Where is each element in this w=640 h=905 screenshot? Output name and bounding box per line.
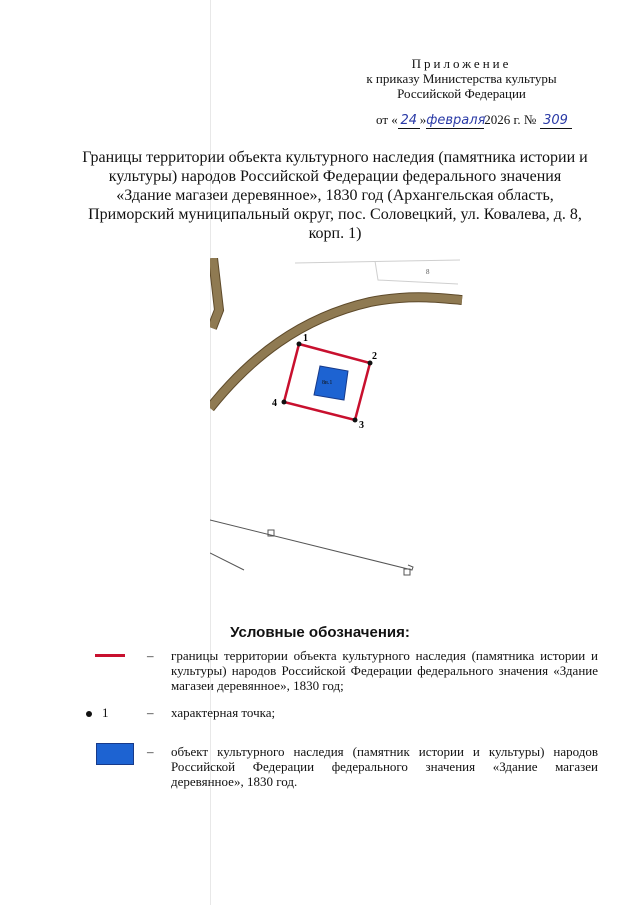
- legend-dash: –: [147, 744, 154, 759]
- map-line-lower-1: [210, 520, 413, 570]
- map-lot-number: 8: [426, 268, 430, 276]
- legend-object-text: объект культурного наследия (памятник истории и культуры) народов Российской Федерации федерального значения «Здание магазеи деревянное», 1830 год.: [171, 744, 598, 789]
- order-day-close: »: [419, 112, 427, 127]
- appendix-block: [300, 56, 623, 101]
- legend-boundary-symbol: [95, 654, 125, 657]
- legend-point-label: 1: [102, 705, 109, 720]
- appendix-line-order: к приказу Министерства культуры: [366, 71, 557, 86]
- legend-point-text: характерная точка;: [171, 705, 276, 720]
- point-4-label: 4: [272, 398, 277, 409]
- map-small-marker: [404, 569, 410, 575]
- point-3-marker: [353, 418, 358, 423]
- point-1-marker: [297, 342, 302, 347]
- legend-boundary-text: границы территории объекта культурного наследия (памятника истории и культуры) народов Российской Федерации федерального значения «Здание магазеи деревянное», 1830 год;: [171, 648, 598, 693]
- order-month: февраля: [426, 113, 486, 128]
- boundary-map: [210, 258, 465, 578]
- map-line-lower-2: [210, 553, 244, 570]
- road-spur-fill: [212, 258, 219, 328]
- order-year: 2026 г. №: [484, 112, 537, 127]
- point-3-label: 3: [359, 420, 364, 431]
- order-day: 24: [400, 113, 418, 128]
- document-title: Границы территории объекта культурного наследия (памятника истории и культуры) народов Российской Федерации федерального значения «Здание магазеи деревянное», 1830 год (Архангельская область, Приморский муниципальный округ, пос. Соловецкий, ул. Ковалева, д. 8, корп. 1): [82, 149, 588, 242]
- legend-dash: –: [147, 705, 154, 720]
- order-date-number: [376, 112, 572, 129]
- point-2-label: 2: [372, 351, 377, 362]
- legend-dash: –: [147, 648, 154, 663]
- point-dot-icon: [86, 711, 92, 717]
- map-faint-line: [295, 260, 460, 263]
- legend-point-symbol: [86, 705, 109, 721]
- point-1-label: 1: [303, 333, 308, 344]
- legend-heading: Условные обозначения:: [230, 624, 410, 641]
- order-number: 309: [543, 113, 568, 128]
- legend-object-symbol: [96, 743, 134, 765]
- order-prefix: от «: [376, 112, 398, 127]
- building-label: 8в.1: [322, 380, 333, 386]
- appendix-title: Приложение: [411, 56, 512, 71]
- point-4-marker: [282, 400, 287, 405]
- map-faint-line: [375, 261, 458, 284]
- appendix-line-federation: Российской Федерации: [397, 86, 526, 101]
